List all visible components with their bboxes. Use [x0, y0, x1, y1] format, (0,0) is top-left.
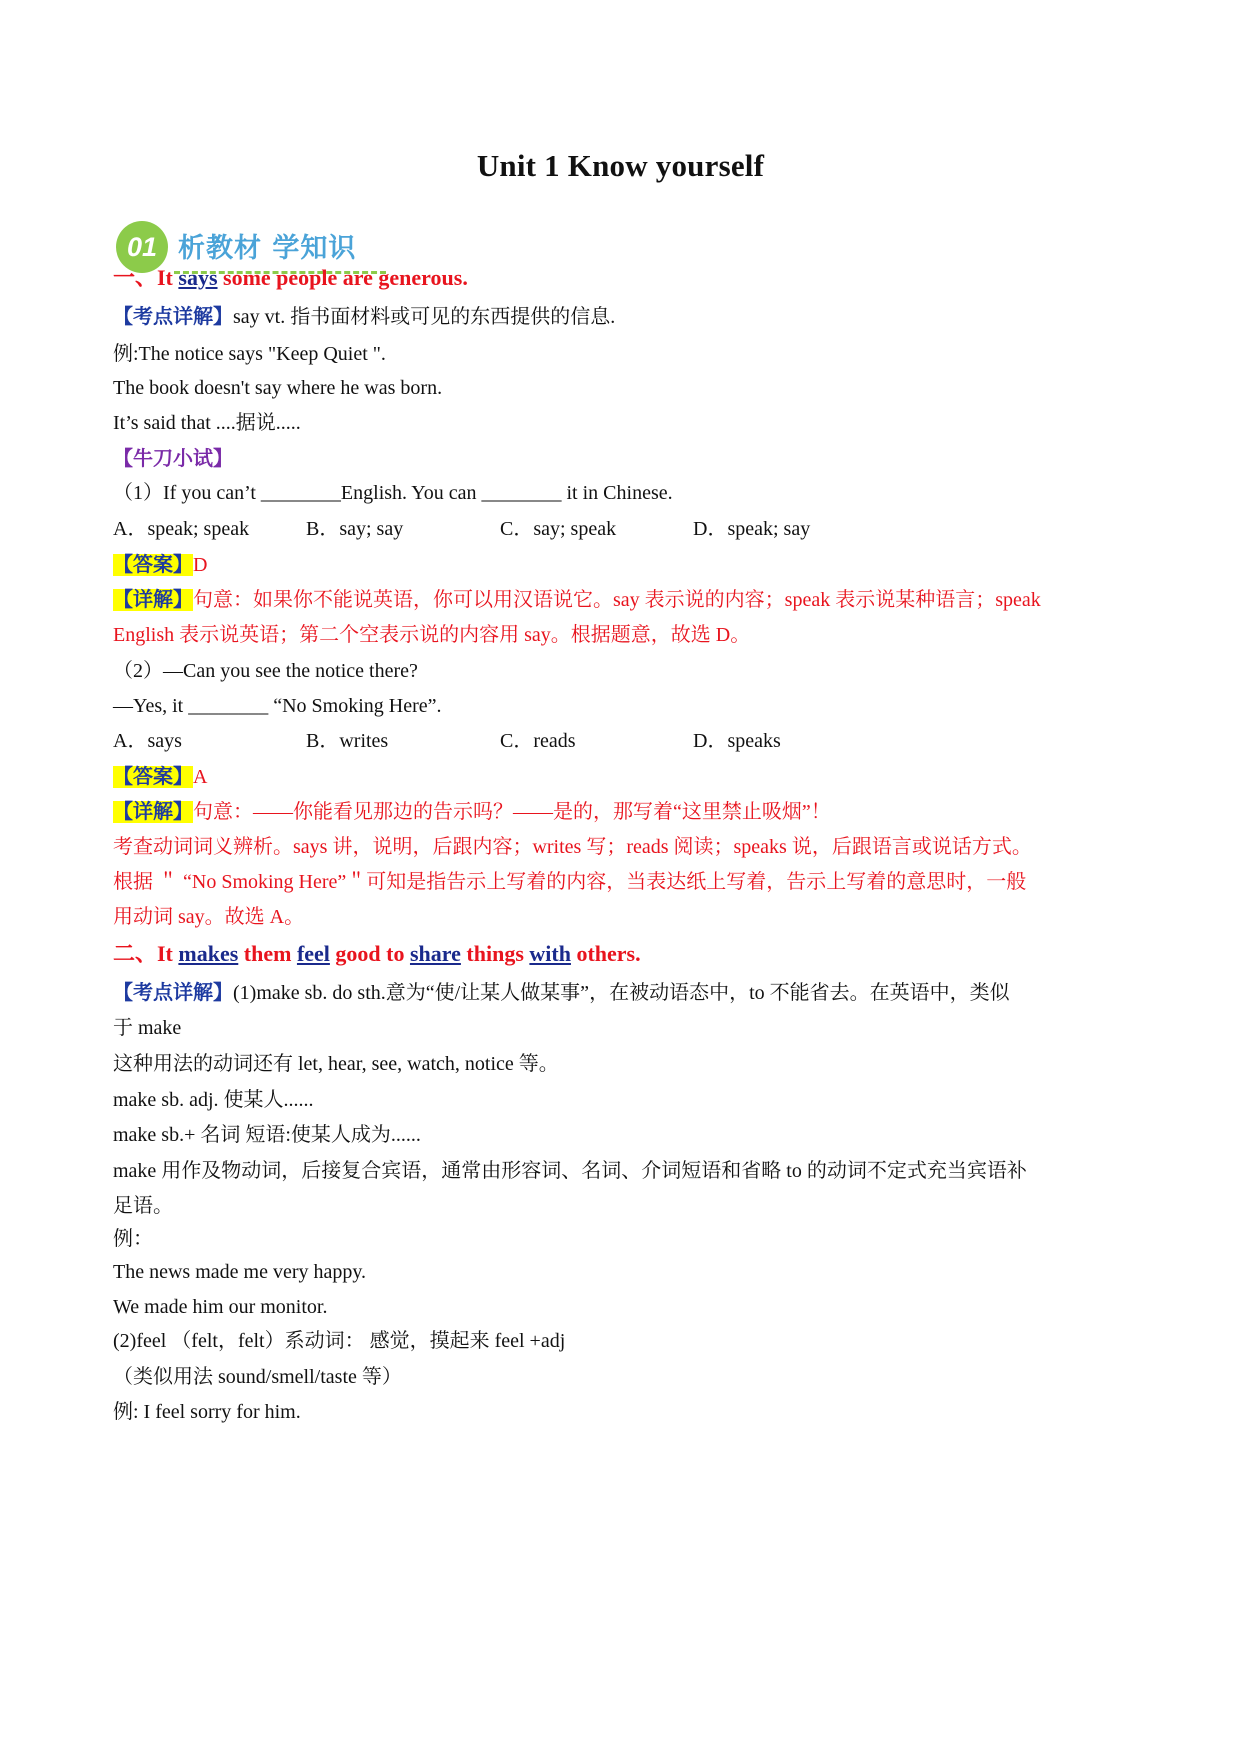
answer-2	[113, 763, 1128, 791]
body-line: 这种用法的动词还有 let, hear, see, watch, notice 等。	[113, 1053, 559, 1075]
detail-label: 【详解】	[113, 801, 193, 823]
example-line: The news made me very happy.	[113, 1261, 367, 1283]
practice-label: 【牛刀小试】	[113, 448, 233, 470]
question-2-line1: （2）—Can you see the notice there?	[113, 660, 418, 682]
section1-heading: 一、It says some people are generous.	[113, 265, 468, 290]
keyword-share: share	[409, 941, 461, 966]
example-line: 例:The notice says "Keep Quiet ".	[113, 343, 386, 365]
option-d: D．speaks	[693, 730, 781, 752]
section1-kaodian: 【考点详解】say vt. 指书面材料或可见的东西提供的信息.	[113, 306, 616, 328]
body-line: （类似用法 sound/smell/taste 等）	[113, 1366, 402, 1388]
example-line: We made him our monitor.	[113, 1296, 328, 1318]
option-d: D．speak; say	[693, 518, 811, 540]
option-a: A．speak; speak	[113, 518, 250, 540]
body-line: 于 make	[113, 1017, 182, 1039]
body-line: make sb. adj. 使某人......	[113, 1089, 314, 1111]
answer-value: A	[193, 766, 208, 788]
body-line: make sb.+ 名词 短语:使某人成为......	[113, 1124, 421, 1146]
answer-label: 【答案】	[113, 766, 193, 788]
keyword-says: says	[178, 265, 218, 290]
body-line: (2)feel （felt，felt）系动词： 感觉，摸起来 feel +adj	[113, 1330, 566, 1352]
example-line: It’s said that ....据说.....	[113, 412, 301, 434]
section2-kaodian: 【考点详解】(1)make sb. do sth.意为“使/让某人做某事”，在被动语态中，to 不能省去。在英语中，类似	[113, 982, 1010, 1004]
question-2-line2: —Yes, it ________ “No Smoking Here”.	[113, 695, 442, 717]
option-b: B．say; say	[306, 518, 404, 540]
keyword-feel: feel	[296, 941, 330, 966]
badge-number: 01	[116, 221, 168, 273]
body-line: make 用作及物动词，后接复合宾语，通常由形容词、名词、介词短语和省略 to 的动词不定式充当宾语补	[113, 1160, 1027, 1182]
keyword-makes: makes	[178, 941, 239, 966]
body-line: 足语。	[113, 1195, 173, 1217]
body-line: 例：	[113, 1228, 153, 1250]
example-line: The book doesn't say where he was born.	[113, 377, 443, 399]
page-title: Unit 1 Know yourself	[476, 148, 765, 183]
keyword-with: with	[529, 941, 571, 966]
option-c: C．reads	[500, 730, 576, 752]
example-line: 例: I feel sorry for him.	[113, 1401, 301, 1423]
option-c: C．say; speak	[500, 518, 617, 540]
detail-1-line2: English 表示说英语；第二个空表示说的内容用 say。根据题意，故选 D。	[113, 624, 751, 646]
kaodian-label: 【考点详解】	[113, 982, 233, 1004]
detail-2-line3: 根据 ＂ “No Smoking Here”＂可知是指告示上写着的内容，当表达纸上写着，告示上写着的意思时，一般	[113, 871, 1027, 893]
answer-value: D	[193, 554, 208, 576]
kaodian-label: 【考点详解】	[113, 306, 233, 328]
detail-2-line2: 考查动词词义辨析。says 讲，说明，后跟内容；writes 写；reads 阅读；speaks 说，后跟语言或说话方式。	[113, 836, 1032, 858]
detail-2-line1: 【详解】句意：——你能看见那边的告示吗？——是的，那写着“这里禁止吸烟”！	[113, 801, 831, 823]
section2-heading: 二、It makes them feel good to share things with others.	[113, 941, 641, 966]
answer-1	[113, 551, 1128, 579]
detail-label: 【详解】	[113, 589, 193, 611]
answer-label: 【答案】	[113, 554, 193, 576]
badge-label: 析教材 学知识	[178, 233, 357, 264]
option-b: B．writes	[306, 730, 389, 752]
question-1: （1）If you can’t ________English. You can ________ it in Chinese.	[113, 482, 673, 504]
detail-2-line4: 用动词 say。故选 A。	[113, 906, 305, 928]
detail-1-line1: 【详解】句意：如果你不能说英语，你可以用汉语说它。say 表示说的内容；speak 表示说某种语言；speak	[113, 589, 1041, 611]
option-a: A．says	[113, 730, 182, 752]
